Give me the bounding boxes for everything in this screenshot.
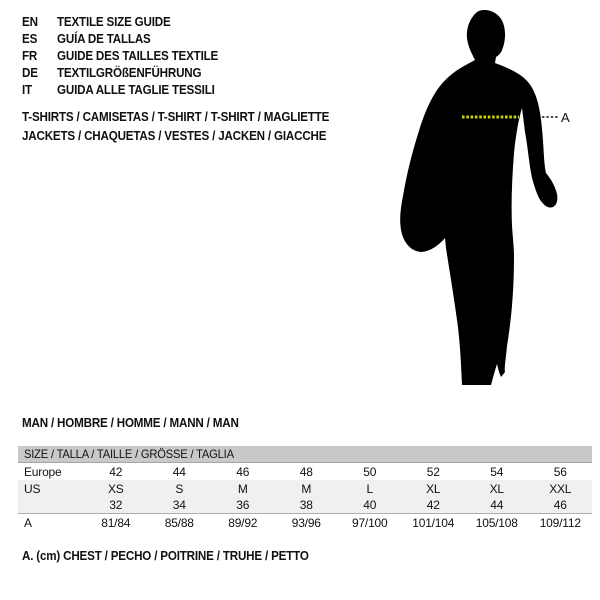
size-table-header — [18, 446, 592, 463]
table-cell: XL — [489, 481, 504, 496]
language-label: GUÍA DE TALLAS — [57, 31, 151, 46]
language-code-text: FR — [22, 48, 38, 63]
table-row-europe — [18, 463, 592, 480]
man-silhouette-figure — [398, 8, 570, 386]
table-cell: 48 — [299, 464, 313, 479]
category-line-tshirts: T-SHIRTS / CAMISETAS / T-SHIRT / T-SHIRT / MAGLIETTE — [22, 110, 330, 124]
table-row-us — [18, 480, 592, 497]
table-cell: 101/104 — [412, 515, 455, 530]
table-cell: 81/84 — [101, 515, 131, 530]
man-silhouette-shape — [400, 10, 557, 385]
table-cell: 56 — [553, 464, 567, 479]
language-code-text: IT — [22, 82, 32, 97]
table-cell: 42 — [109, 464, 123, 479]
table-cell: 44 — [490, 498, 504, 512]
measure-label-a: A — [561, 110, 570, 125]
language-label: TEXTILGRÖßENFÜHRUNG — [57, 65, 202, 80]
category-line-jackets: JACKETS / CHAQUETAS / VESTES / JACKEN / GIACCHE — [22, 129, 327, 143]
table-cell: 42 — [426, 498, 440, 512]
table-cell: XXL — [549, 481, 572, 496]
table-cell: 105/108 — [475, 515, 518, 530]
language-code-text: EN — [22, 14, 38, 29]
man-silhouette — [398, 8, 560, 386]
section-title-man — [22, 416, 255, 430]
table-cell: XS — [107, 481, 124, 496]
table-cell: 109/112 — [539, 515, 581, 530]
language-list — [22, 13, 230, 98]
measure-legend-text: A. (cm) CHEST / PECHO / POITRINE / TRUHE / PETTO — [22, 549, 309, 563]
table-cell: 46 — [553, 498, 567, 512]
language-code — [22, 49, 57, 63]
row-label: Europe — [24, 464, 62, 479]
table-cell: 93/96 — [291, 515, 321, 530]
language-row-it — [22, 81, 230, 98]
language-row-en — [22, 13, 230, 30]
language-code-text: DE — [22, 65, 38, 80]
row-label: A — [24, 515, 32, 530]
table-cell: 97/100 — [351, 515, 388, 530]
table-cell: 34 — [172, 498, 186, 512]
size-table — [18, 446, 592, 531]
language-code-text: ES — [22, 31, 38, 46]
table-cell: 52 — [426, 464, 440, 479]
table-cell: 36 — [236, 498, 250, 512]
language-label: TEXTILE SIZE GUIDE — [57, 14, 171, 29]
language-code — [22, 15, 57, 29]
language-code — [22, 32, 57, 46]
language-row-es — [22, 30, 230, 47]
table-cell: XL — [426, 481, 441, 496]
language-code — [22, 83, 57, 97]
table-cell: S — [175, 481, 184, 496]
measure-legend — [22, 549, 330, 563]
section-title-text: MAN / HOMBRE / HOMME / MANN / MAN — [22, 416, 239, 430]
garment-categories — [22, 108, 352, 146]
table-cell: 85/88 — [164, 515, 194, 530]
row-label: US — [24, 481, 41, 496]
table-cell: 44 — [172, 464, 186, 479]
table-cell: 38 — [299, 498, 313, 512]
table-cell: 89/92 — [228, 515, 258, 530]
size-table-header-text: SIZE / TALLA / TAILLE / GRÖSSE / TAGLIA — [24, 447, 234, 461]
table-row-uk — [18, 497, 592, 514]
table-cell: L — [366, 481, 373, 496]
table-row-chest-a — [18, 514, 592, 531]
language-label: GUIDE DES TAILLES TEXTILE — [57, 48, 219, 63]
table-cell: 46 — [236, 464, 250, 479]
table-cell: 54 — [490, 464, 504, 479]
language-code — [22, 66, 57, 80]
table-cell: M — [301, 481, 312, 496]
language-row-de — [22, 64, 230, 81]
table-cell: 50 — [363, 464, 377, 479]
table-cell: M — [237, 481, 248, 496]
language-label: GUIDA ALLE TAGLIE TESSILI — [57, 82, 215, 97]
table-cell: 32 — [109, 498, 123, 512]
language-row-fr — [22, 47, 230, 64]
table-cell: 40 — [363, 498, 377, 512]
